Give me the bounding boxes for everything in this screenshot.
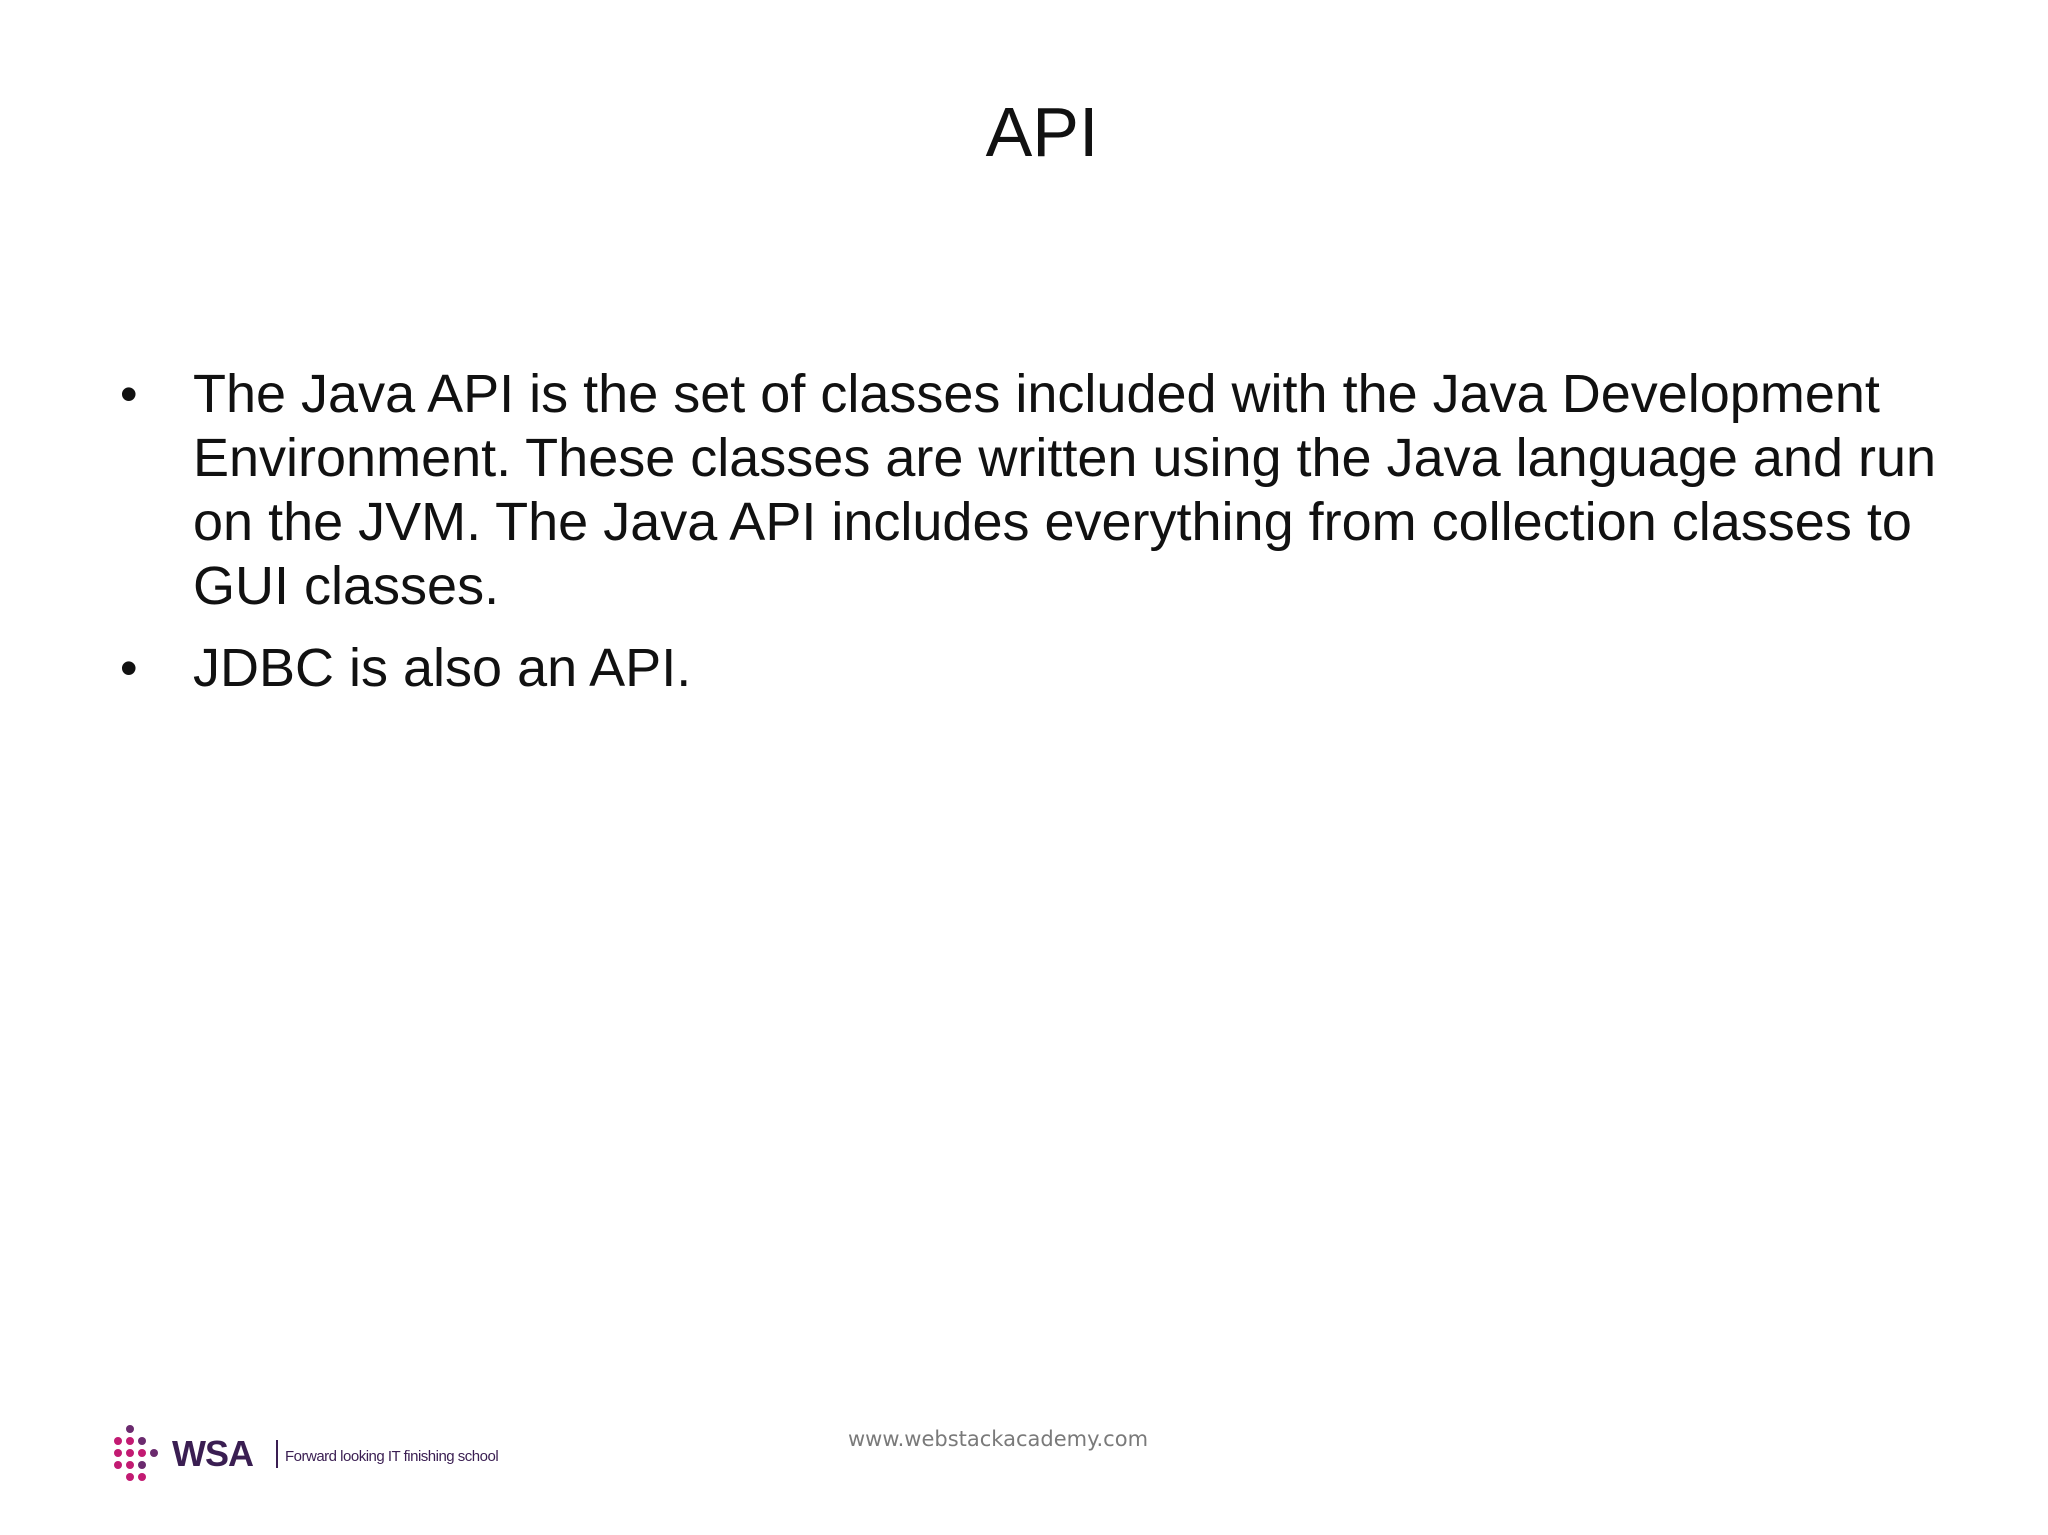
bullet-text: JDBC is also an API. [193,638,692,698]
svg-text:Forward looking IT finishing s: Forward looking IT finishing school [285,1448,499,1465]
slide-title: API [985,93,1099,171]
bullet-text: The Java API is the set of classes included with the Java Development Environment. These classes are written using the Java language and run on the JVM. The Java API includes everything from collection classes to GUI classes. [193,364,1937,616]
bullet-marker: • [120,640,138,696]
svg-text:WSA: WSA [172,1433,253,1474]
wsa-logo-graphic [110,1422,500,1486]
bullet-item [120,362,1980,618]
bullet-list [120,362,1980,718]
bullet-item [120,636,1980,700]
wsa-logo [110,1422,500,1486]
footer-url: www.webstackacademy.com [848,1427,1149,1451]
bullet-marker: • [120,366,138,422]
dot-grid-icon [114,1425,158,1481]
